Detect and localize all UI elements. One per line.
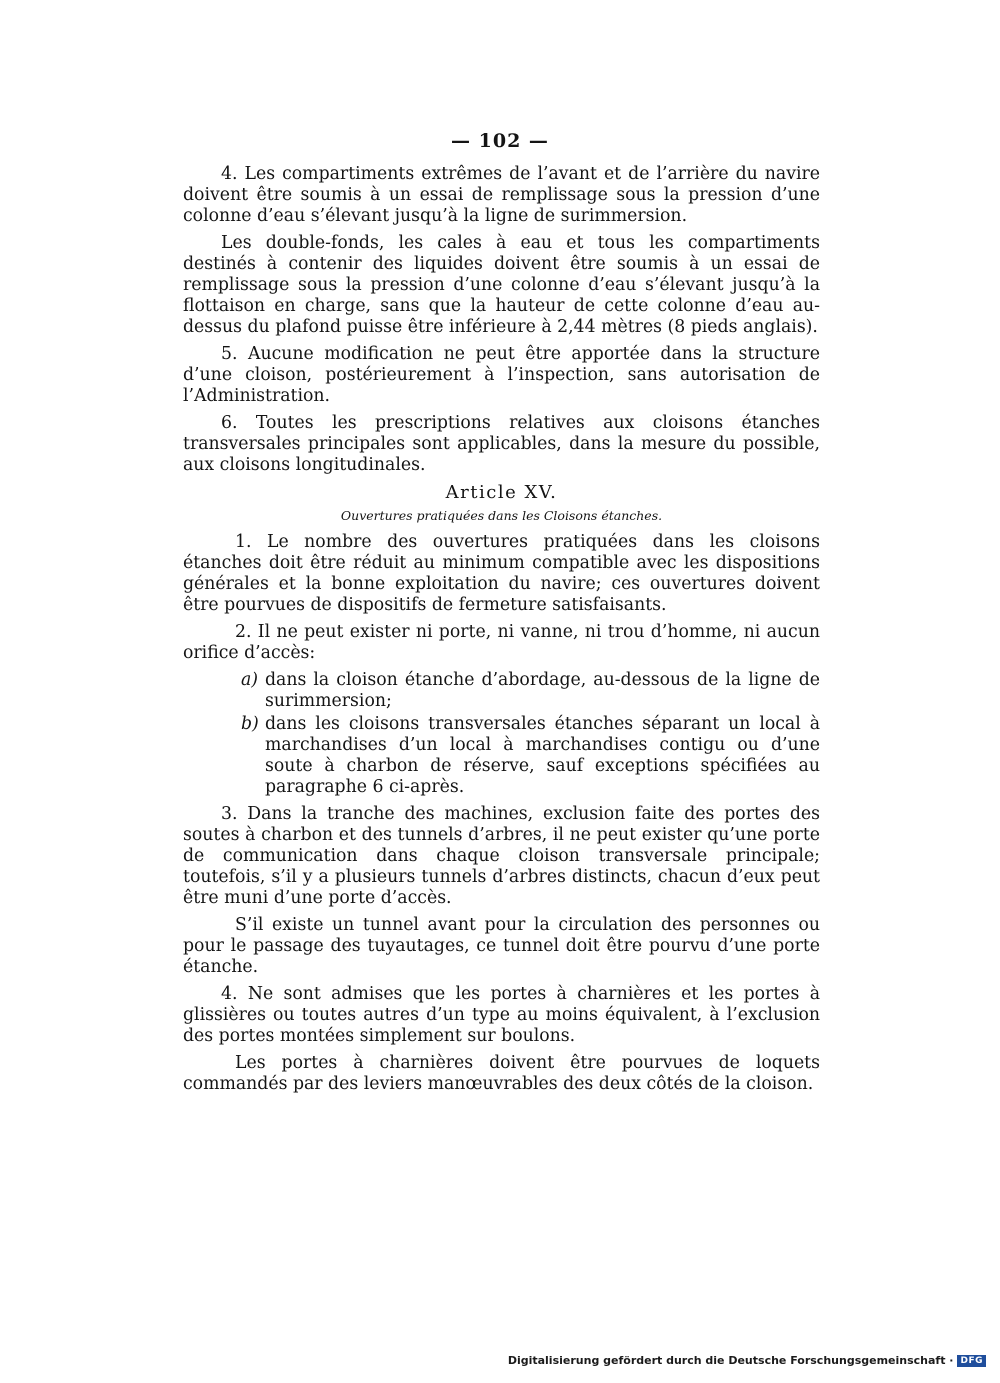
list-item-label: a) (241, 670, 259, 690)
body-text (183, 164, 820, 1101)
list-item-text: dans la cloison étanche d’abordage, au-dessous de la ligne de surimmersion; (265, 670, 820, 711)
article-paragraph-2: 2. Il ne peut exister ni porte, ni vanne, ni trou d’homme, ni aucun orifice d’accès: (183, 622, 820, 663)
paragraph-5: 5. Aucune modification ne peut être apportée dans la structure d’une cloison, postérieurement à l’inspection, sans autorisation de l’Administration. (183, 344, 820, 406)
article-paragraph-4-continued: Les portes à charnières doivent être pourvues de loquets commandés par des leviers manœuvrables des deux côtés de la cloison. (183, 1053, 820, 1094)
article-paragraph-3-continued: S’il existe un tunnel avant pour la circulation des personnes ou pour le passage des tuyautages, ce tunnel doit être pourvu d’une porte étanche. (183, 915, 820, 977)
list-item (241, 714, 820, 798)
paragraph-6: 6. Toutes les prescriptions relatives aux cloisons étanches transversales principales sont applicables, dans la mesure du possible, aux cloisons longitudinales. (183, 413, 820, 475)
footer-text: Digitalisierung gefördert durch die Deutsche Forschungsgemeinschaft · (507, 1354, 954, 1367)
paragraph-4-continued: Les double-fonds, les cales à eau et tous les compartiments destinés à contenir des liquides doivent être soumis à un essai de remplissage sous la pression d’une colonne d’eau s’élevant jusqu’à la flottaison en charge, sans que la hauteur de cette colonne d’eau au-dessus du plafond puisse être inférieure à 2,44 mètres (8 pieds anglais). (183, 233, 820, 337)
paragraph-4: 4. Les compartiments extrêmes de l’avant et de l’arrière du navire doivent être soumis à un essai de remplissage sous la pression d’une colonne d’eau s’élevant jusqu’à la ligne de surimmersion. (183, 164, 820, 226)
article-paragraph-1: 1. Le nombre des ouvertures pratiquées dans les cloisons étanches doit être réduit au minimum compatible avec les dispositions générales et la bonne exploitation du navire; ces ouvertures doivent être pourvues de dispositifs de fermeture satisfaisants. (183, 532, 820, 615)
article-paragraph-3: 3. Dans la tranche des machines, exclusion faite des portes des soutes à charbon et des tunnels d’arbres, il ne peut exister qu’une porte de communication dans chaque cloison transversale principale; toutefois, s’il y a plusieurs tunnels d’arbres distincts, chacun d’eux peut être muni d’une porte d’accès. (183, 804, 820, 908)
article-subtitle: Ouvertures pratiquées dans les Cloisons étanches. (340, 508, 663, 523)
digitization-footer (508, 1354, 986, 1367)
article-paragraph-4: 4. Ne sont admises que les portes à charnières et les portes à glissières ou toutes autres d’un type au moins équivalent, à l’exclusion des portes montées simplement sur boulons. (183, 984, 820, 1046)
list-item (241, 670, 820, 712)
article-title: Article XV. (445, 482, 558, 503)
list-item-label: b) (241, 714, 259, 734)
dfg-logo-icon: DFG (957, 1355, 986, 1367)
list-item-text: dans les cloisons transversales étanches séparant un local à marchandises d’un local à marchandises contigu ou d’une soute à charbon de réserve, sauf exceptions spécifiées au paragraphe 6 ci-après. (265, 714, 820, 797)
page-number: — 102 — (451, 130, 549, 152)
